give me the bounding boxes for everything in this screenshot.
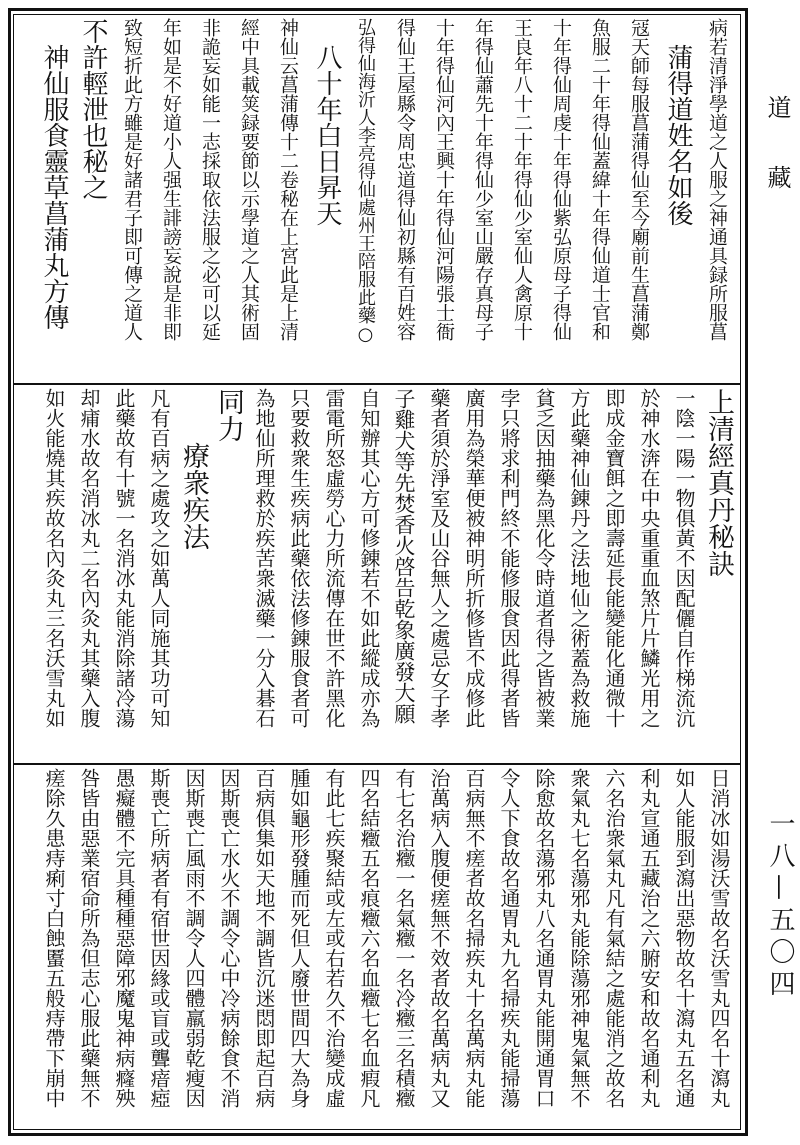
text-column: 王良年八十二十年得仙少室仙人禽原十 [511,18,533,341]
book-title-char-1: 道 [763,95,791,133]
text-column: 瘥除久患痔痢寸白蝕𧏾五般痔帶下崩中 [42,768,66,1108]
text-column: 為地仙所理救於疾苦衆滅藥一分入碁石 [252,388,276,728]
text-column: 有此七疾聚結或左或右若久不治變成虛 [322,768,346,1108]
text-column: 不許輕泄也秘之 [78,18,108,200]
text-panel-middle [18,388,736,760]
text-column: 得仙王屋縣令周忠道得仙初縣有百姓容 [394,18,416,341]
text-column: 四名結癥五名痕癥六名血癥七名血瘕凡 [357,768,381,1108]
text-column: 魚服二十年得仙蓋緯十年得仙道士官和 [589,18,611,341]
text-column: 令人下食故名通胃丸九名掃疾丸能掃蕩 [497,768,521,1108]
text-column: 病若清淨學道之人服之神通具録所服菖 [706,18,728,341]
text-column: 十年得仙周虔十年得仙紫弘原母子得仙 [550,18,572,341]
text-column: 同力 [213,388,244,442]
text-column: 貧乏因抽藥為黑化令時道者得之皆被業 [532,388,556,728]
text-column: 上清經真丹秘訣 [703,388,734,577]
text-column: 咎皆由惡業宿命所為但志心服此藥無不 [77,768,101,1108]
text-column: 一陰一陽一物俱黃不因配儷自作梯流沆 [672,388,696,728]
text-column: 腫如龜形發腫而死但人廢世間四大為身 [287,768,311,1108]
text-column: 治萬病入腹便瘥無不效者故名萬病丸又 [427,768,451,1108]
text-column: 於神水渀在中央重重血煞片片鱗光用之 [637,388,661,728]
text-column: 如人能服到瀉出惡物故名十瀉丸五名通 [672,768,696,1108]
text-column: 却痡水故名消冰丸二名內灸丸其藥入腹 [77,388,101,728]
text-column: 神仙服食靈草菖蒲丸方傳 [39,44,69,330]
text-column: 蒲得道姓名如後 [663,44,693,226]
text-column: 斯喪亡所病者有宿世因緣或盲或聾瘖瘂 [147,768,171,1108]
text-column: 日消冰如湯沃雪故名沃雪丸四名十瀉丸 [707,768,731,1108]
text-column: 即成金寶餌之即壽延長能變能化通微十 [602,388,626,728]
panel-divider-2 [13,763,741,765]
text-column: 利丸宣通五藏治之六腑安和故名通利丸 [637,768,661,1108]
text-column: 神仙云菖蒲傳十二卷秘在上宮此是上清 [277,18,299,341]
text-column: 雷電所怒虛勞心力所流傳在世不許黑化 [322,388,346,728]
text-column: 除愈故名蕩邪丸八名通胃丸能開通胃口 [532,768,556,1108]
text-panel-bottom [18,768,736,1132]
text-column: 十年得仙河內王興十年得仙河陽張士衙 [433,18,455,341]
text-column: 衆氣丸七名蕩邪丸能除蕩邪神鬼氣無不 [567,768,591,1108]
text-column: 八十年白日昇天 [312,44,342,226]
text-column: 年得仙蕭先十年得仙少室山嚴存真母子 [472,18,494,341]
text-column: 自知辦其心方可修錬若不如此縱成亦為 [357,388,381,728]
text-column: 療衆疾法 [178,442,209,550]
text-column: 有七名治癥一名氣癥一名冷癥三名積癥 [392,768,416,1108]
text-column: 方此藥神仙錬丹之法地仙之術蓋為救施 [567,388,591,728]
text-column: 只要救衆生疾病此藥依法修錬服食者可 [287,388,311,728]
text-column: 廣用為榮華便被神明所折修皆不成修此 [462,388,486,728]
panel-divider-1 [13,383,741,385]
text-column: 非詭妄如能一志採取依法服之必可以延 [199,18,221,341]
text-column: 六名治衆氣丸凡有氣結之處能消之故名 [602,768,626,1108]
text-column: 孛只將求利門終不能修服食因此得者皆 [497,388,521,728]
book-title-char-2: 藏 [763,165,791,203]
text-column: 弘得仙海沂人李亮得仙處州王陪服此藥○ [355,18,376,345]
text-panel-top [18,18,736,380]
text-column: 百病無不瘥者故名掃疾丸十名萬病丸能 [462,768,486,1108]
text-column: 致短折此方雖是好諸君子即可傳之道人 [121,18,143,341]
text-column: 如火能燒其疾故名內灸丸三名沃雪丸如 [42,388,66,728]
text-column: 經中具載䇲録要節以示學道之人其術固 [238,18,260,341]
text-column: 年如是不好道小人强生誹謗妄說是非即 [160,18,182,341]
text-column: 冦天師每服菖蒲得仙至今廟前生菖蒲鄭 [628,18,650,341]
text-column: 因斯喪亡水火不調令心中冷病餘食不消 [217,768,241,1108]
text-column: 百病俱集如天地不調皆沉迷悶即起百病 [252,768,276,1108]
text-column: 藥者須於淨室及山谷無人之處忌女子孝 [427,388,451,728]
text-column: 因斯喪亡風雨不調令人四體羸弱乾瘦因 [182,768,206,1108]
text-column: 愚癡體不完具種種惡障邪魔鬼神病癃殃 [112,768,136,1108]
text-column: 凡有百病之處攻之如萬人同施其功可知 [147,388,171,728]
text-column: 子雞犬等先焚香火啓告乾象廣發大願 [392,388,416,724]
text-column: 此藥故有十號一名消冰丸能消除諸冷蕩 [112,388,136,728]
page-number: 一八—五〇四 [765,810,795,1002]
